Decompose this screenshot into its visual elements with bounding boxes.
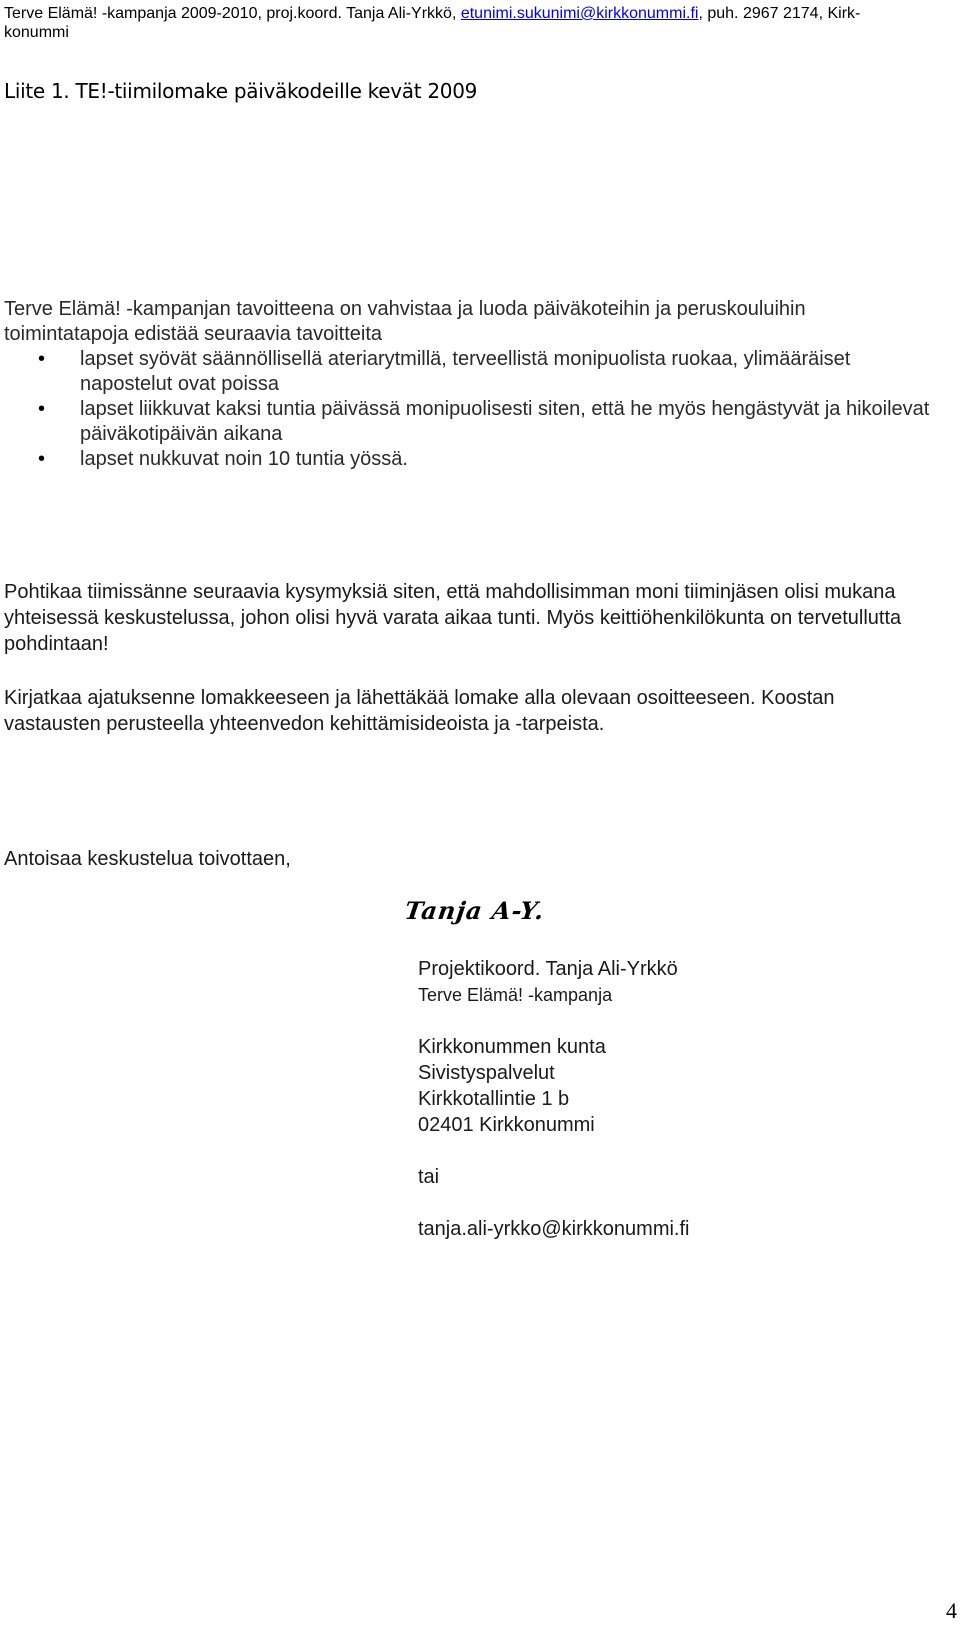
instructions-paragraph: Pohtikaa tiimissänne seuraavia kysymyksiä siten, että mahdollisimman moni tiiminjäsen olisi mukana yhteisessä keskustelussa, johon olisi hyvä varata aikaa tunti. Myös keittiöhenkilökunta on tervetullutta pohdintaan! [4, 581, 902, 655]
page-header [4, 4, 924, 42]
contact-street: Kirkkotallintie 1 b [418, 1088, 570, 1110]
page-number: 4 [946, 1598, 957, 1623]
page-title: Liite 1. TE!-tiimilomake päiväkodeille kevät 2009 [4, 79, 478, 103]
contact-or: tai [418, 1166, 440, 1188]
submission-paragraph: Kirjatkaa ajatuksenne lomakkeeseen ja lähettäkää lomake alla olevaan osoitteeseen. Koostan vastausten perusteella yhteenvedon kehittämisideoista ja -tarpeista. [4, 687, 835, 735]
contact-block [418, 956, 689, 1242]
contact-email: tanja.ali-yrkko@kirkkonummi.fi [418, 1218, 690, 1240]
goal-item: • lapset syövät säännöllisellä ateriarytmillä, terveellistä monipuolista ruokaa, ylimääräiset napostelut ovat poissa [4, 347, 934, 397]
header-email-link[interactable]: etunimi.sukunimi@kirkkonummi.fi [460, 5, 699, 22]
goal-item: • lapset nukkuvat noin 10 tuntia yössä. [4, 447, 934, 472]
intro-lead: Terve Elämä! -kampanjan tavoitteena on vahvistaa ja luoda päiväkoteihin ja peruskouluihin toimintatapoja edistää seuraavia tavoitteita [4, 298, 806, 345]
contact-dept: Sivistyspalvelut [418, 1062, 555, 1084]
goal-item: • lapset liikkuvat kaksi tuntia päivässä monipuolisesti siten, että he myös hengästyvät ja hikoilevat päiväkotipäivän aikana [4, 397, 934, 447]
contact-campaign: Terve Elämä! -kampanja [418, 985, 613, 1005]
header-text: Terve Elämä! -kampanja 2009-2010, proj.koord. Tanja Ali-Yrkkö, [4, 5, 461, 22]
contact-city: 02401 Kirkkonummi [418, 1114, 595, 1136]
intro-section [4, 297, 934, 472]
signature: Tanja A-Y. [402, 896, 547, 925]
contact-name: Projektikoord. Tanja Ali-Yrkkö [418, 958, 678, 980]
closing-line: Antoisaa keskustelua toivottaen, [4, 848, 291, 870]
header-text-end: , puh. 2967 2174, Kirk-konummi [4, 5, 861, 41]
contact-org: Kirkkonummen kunta [418, 1036, 606, 1058]
goals-list [4, 347, 934, 472]
